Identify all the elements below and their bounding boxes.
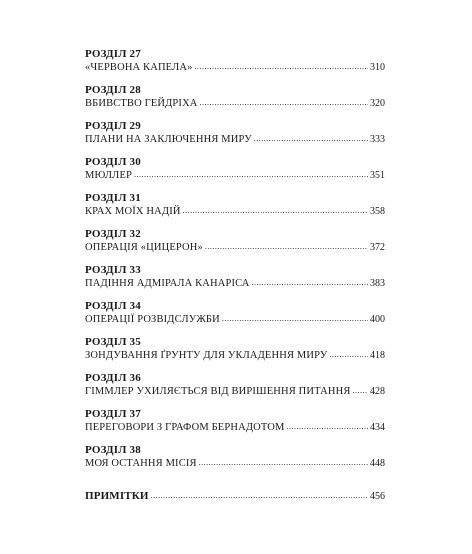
page-number: 383 — [370, 278, 385, 289]
dot-leader — [353, 384, 368, 398]
toc-entry-chapter-34 — [85, 300, 385, 327]
chapter-number: РОЗДІЛ 35 — [85, 336, 141, 348]
page-number: 434 — [370, 422, 385, 433]
chapter-title: «ЧЕРВОНА КАПЕЛА» — [85, 62, 193, 73]
page-number: 418 — [370, 350, 385, 361]
notes-title: ПРИМІТКИ — [85, 490, 149, 502]
chapter-number: РОЗДІЛ 34 — [85, 300, 141, 312]
toc-line — [85, 277, 385, 291]
chapter-title: МОЯ ОСТАННЯ МІСІЯ — [85, 458, 197, 469]
chapter-number: РОЗДІЛ 27 — [85, 48, 141, 60]
chapter-title: ПАДІННЯ АДМІРАЛА КАНАРІСА — [85, 278, 250, 289]
toc-entry-chapter-37 — [85, 408, 385, 435]
dot-leader — [252, 276, 368, 290]
chapter-title: ОПЕРАЦІЇ РОЗВІДСЛУЖБИ — [85, 314, 220, 325]
toc-entry-notes — [85, 489, 385, 504]
page-number: 333 — [370, 134, 385, 145]
page-number: 448 — [370, 458, 385, 469]
toc-line — [85, 133, 385, 147]
chapter-title: ПЕРЕГОВОРИ З ГРАФОМ БЕРНАДОТОМ — [85, 422, 285, 433]
dot-leader — [151, 489, 368, 503]
toc-line — [85, 61, 385, 75]
toc-entry-chapter-27 — [85, 48, 385, 75]
chapter-number: РОЗДІЛ 37 — [85, 408, 141, 420]
dot-leader — [254, 132, 368, 146]
page-number: 320 — [370, 98, 385, 109]
chapter-number: РОЗДІЛ 36 — [85, 372, 141, 384]
chapter-title: ОПЕРАЦІЯ «ЦИЦЕРОН» — [85, 242, 203, 253]
dot-leader — [195, 60, 368, 74]
dot-leader — [287, 420, 368, 434]
toc-line — [85, 169, 385, 183]
page-number: 358 — [370, 206, 385, 217]
toc-line — [85, 97, 385, 111]
chapter-title: ПЛАНИ НА ЗАКЛЮЧЕННЯ МИРУ — [85, 134, 252, 145]
toc-line — [85, 457, 385, 471]
chapter-title: ВБИВСТВО ГЕЙДРІХА — [85, 98, 198, 109]
page-number: 351 — [370, 170, 385, 181]
dot-leader — [205, 240, 368, 254]
dot-leader — [200, 96, 368, 110]
toc-line — [85, 241, 385, 255]
toc-line — [85, 313, 385, 327]
dot-leader — [329, 348, 368, 362]
page-number: 310 — [370, 62, 385, 73]
dot-leader — [183, 204, 368, 218]
toc-entry-chapter-33 — [85, 264, 385, 291]
chapter-number: РОЗДІЛ 29 — [85, 120, 141, 132]
chapter-title: ГІММЛЕР УХИЛЯЄТЬСЯ ВІД ВИРІШЕННЯ ПИТАННЯ — [85, 386, 351, 397]
toc-line — [85, 205, 385, 219]
page-number: 428 — [370, 386, 385, 397]
chapter-title: ЗОНДУВАННЯ ҐРУНТУ ДЛЯ УКЛАДЕННЯ МИРУ — [85, 350, 328, 361]
chapter-number: РОЗДІЛ 32 — [85, 228, 141, 240]
toc-entry-chapter-29 — [85, 120, 385, 147]
toc-entry-chapter-38 — [85, 444, 385, 471]
dot-leader — [134, 168, 368, 182]
toc-entry-chapter-30 — [85, 156, 385, 183]
chapter-number: РОЗДІЛ 30 — [85, 156, 141, 168]
chapter-title: МЮЛЛЕР — [85, 170, 133, 181]
chapter-number: РОЗДІЛ 38 — [85, 444, 141, 456]
toc-entry-chapter-32 — [85, 228, 385, 255]
page-number: 372 — [370, 242, 385, 253]
chapter-number: РОЗДІЛ 33 — [85, 264, 141, 276]
toc-entry-chapter-31 — [85, 192, 385, 219]
toc-line — [85, 489, 385, 504]
dot-leader — [199, 456, 368, 470]
toc-entry-chapter-35 — [85, 336, 385, 363]
page-number: 456 — [370, 491, 385, 502]
toc-entry-chapter-36 — [85, 372, 385, 399]
toc-line — [85, 385, 385, 399]
toc-entry-chapter-28 — [85, 84, 385, 111]
table-of-contents — [85, 48, 385, 513]
chapter-number: РОЗДІЛ 31 — [85, 192, 141, 204]
toc-line — [85, 421, 385, 435]
chapter-number: РОЗДІЛ 28 — [85, 84, 141, 96]
dot-leader — [222, 312, 368, 326]
chapter-title: КРАХ МОЇХ НАДІЙ — [85, 206, 181, 217]
page-number: 400 — [370, 314, 385, 325]
toc-line — [85, 349, 385, 363]
